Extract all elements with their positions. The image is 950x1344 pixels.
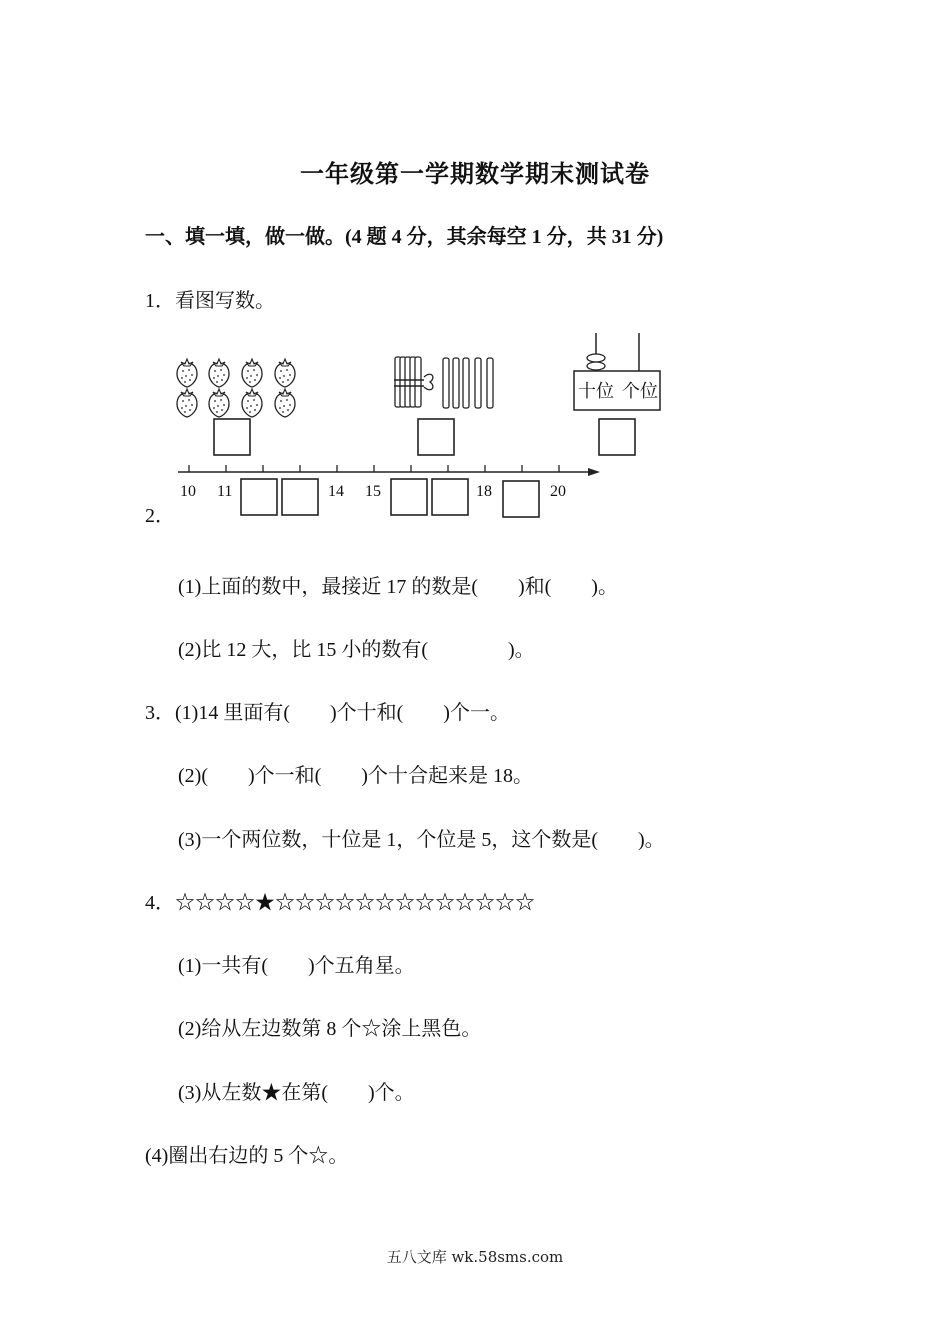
answer-box[interactable] [241,479,277,515]
question-1: 1．看图写数。 [145,290,275,312]
question-2-1: (1)上面的数中，最接近 17 的数是( )和( )。 [178,576,618,598]
answer-box[interactable] [432,479,468,515]
tick-label: 20 [550,483,566,500]
ones-label: 个位 [622,381,658,401]
tick-label: 14 [328,483,344,500]
tens-label: 十位 [578,381,614,401]
stick-bundle [394,357,433,407]
answer-box[interactable] [418,419,454,455]
footer-watermark: 五八文库 wk.58sms.com [386,1248,564,1266]
answer-box[interactable] [599,419,635,455]
question-2-number: 2． [145,505,175,527]
question-4-2: (2)给从左边数第 8 个☆涂上黑色。 [178,1018,482,1040]
question-3-2: (2)( )个一和( )个十合起来是 18。 [178,765,533,787]
question-figures [0,0,950,560]
answer-box[interactable] [391,479,427,515]
section-heading: 一、填一填，做一做。(4 题 4 分，其余每空 1 分，共 31 分) [145,226,664,248]
number-line [178,465,600,476]
question-4: 4．☆☆☆☆★☆☆☆☆☆☆☆☆☆☆☆☆☆ [145,892,535,914]
single-sticks [443,358,493,408]
question-4-3: (3)从左数★在第( )个。 [178,1082,415,1104]
question-2-2: (2)比 12 大，比 15 小的数有( )。 [178,639,535,661]
question-4-1: (1)一共有( )个五角星。 [178,955,415,977]
question-3-1: 3．(1)14 里面有( )个十和( )个一。 [145,702,510,724]
answer-box[interactable] [282,479,318,515]
tick-label: 15 [365,483,381,500]
tick-label: 11 [217,483,233,500]
question-4-4: (4)圈出右边的 5 个☆。 [145,1145,349,1167]
answer-box[interactable] [503,481,539,517]
strawberries [177,359,295,417]
tick-label: 10 [180,483,196,500]
question-3-3: (3)一个两位数，十位是 1，个位是 5，这个数是( )。 [178,829,665,851]
tick-label: 18 [476,483,492,500]
page-title: 一年级第一学期数学期末测试卷 [300,162,650,188]
answer-box[interactable] [214,419,250,455]
